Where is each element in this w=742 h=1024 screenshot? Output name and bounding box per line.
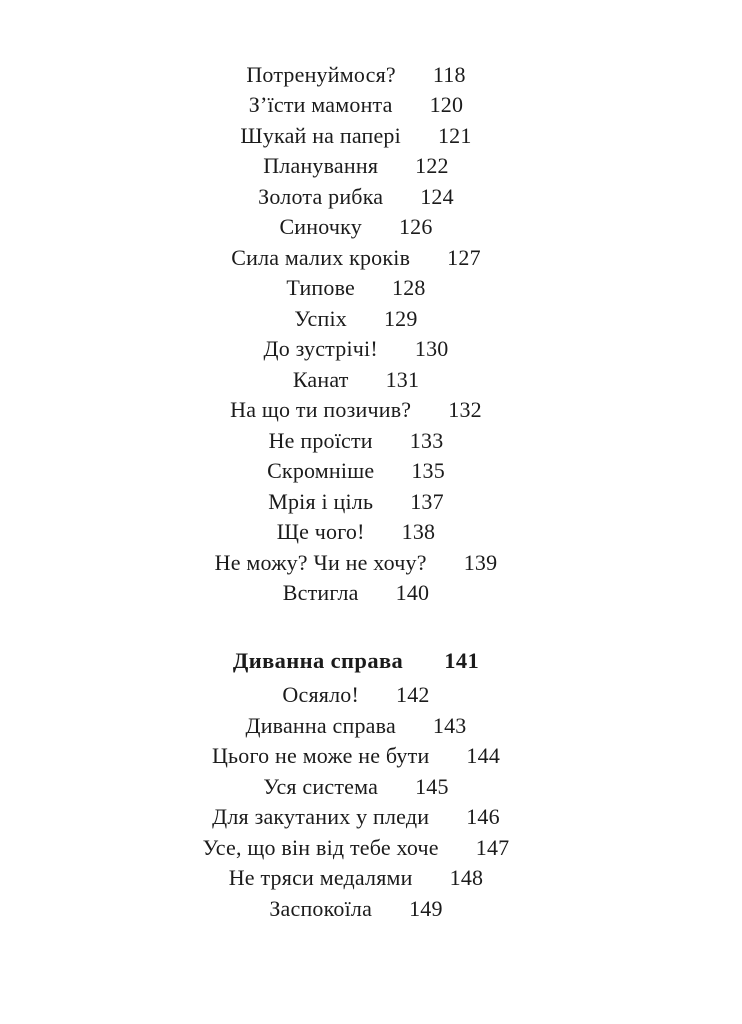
toc-entry	[0, 365, 712, 396]
entry-title: Встигла	[282, 580, 359, 606]
entry-title: Золота рибка	[258, 183, 384, 209]
toc-entry	[0, 680, 712, 711]
entry-title: Заспокоїла	[269, 895, 373, 921]
entry-page-number: 138	[401, 519, 436, 545]
toc-section-heading	[0, 646, 712, 677]
entry-page-number: 133	[409, 427, 444, 453]
entry-page-number: 130	[414, 336, 449, 362]
entry-title: Синочку	[279, 214, 362, 240]
entry-title: Усе, що він від тебе хоче	[202, 834, 439, 860]
toc-entry	[0, 90, 712, 121]
entry-page-number: 132	[448, 397, 482, 423]
entry-title: Шукай на папері	[240, 122, 401, 148]
entry-page-number: 137	[410, 488, 444, 514]
entry-page-number: 118	[432, 61, 466, 87]
entry-title: Для закутаних у пледи	[212, 804, 430, 830]
toc-entry	[0, 121, 712, 152]
entry-page-number: 143	[432, 712, 467, 738]
entry-title: Скромніше	[267, 458, 375, 484]
toc-entry	[0, 863, 712, 894]
entry-page-number: 120	[429, 92, 464, 118]
entry-title: Планування	[263, 153, 379, 179]
toc-entry	[0, 243, 712, 274]
toc-entry	[0, 548, 712, 579]
entry-title: Потренуймося?	[246, 61, 396, 87]
toc-entry	[0, 487, 712, 518]
entry-page-number: 131	[385, 366, 420, 392]
entry-title: Сила малих кроків	[231, 244, 411, 270]
entry-page-number: 121	[437, 122, 472, 148]
toc-entry	[0, 151, 712, 182]
entry-page-number: 146	[466, 804, 500, 830]
entry-page-number: 122	[415, 153, 449, 179]
toc-entry	[0, 894, 712, 925]
entry-page-number: 128	[392, 275, 426, 301]
entry-page-number: 142	[396, 682, 430, 708]
entry-page-number: 148	[449, 865, 484, 891]
entry-page-number: 129	[383, 305, 418, 331]
toc-entry	[0, 517, 712, 548]
toc-entry	[0, 304, 712, 335]
entry-title: Не можу? Чи не хочу?	[214, 549, 427, 575]
entry-page-number: 124	[420, 183, 454, 209]
entry-page-number: 135	[411, 458, 445, 484]
entry-page-number: 147	[475, 834, 510, 860]
entry-page-number: 140	[395, 580, 430, 606]
entry-page-number: 145	[415, 773, 449, 799]
entry-title: Мрія і ціль	[268, 488, 374, 514]
toc-entry	[0, 60, 712, 91]
toc-entry	[0, 772, 712, 803]
entry-title: Осяяло!	[282, 682, 359, 708]
entry-title: Типове	[286, 275, 356, 301]
entry-title: До зустрічі!	[263, 336, 378, 362]
entry-page-number: 149	[409, 895, 443, 921]
toc-entry	[0, 334, 712, 365]
entry-title: Не тряси медалями	[228, 865, 413, 891]
entry-title: З’їсти мамонта	[248, 92, 393, 118]
toc-entry	[0, 578, 712, 609]
entry-title: Ще чого!	[276, 519, 365, 545]
toc-entry	[0, 833, 712, 864]
toc-entry	[0, 711, 712, 742]
toc-entry	[0, 212, 712, 243]
toc-entry	[0, 182, 712, 213]
entry-title: Уся система	[263, 773, 379, 799]
entry-page-number: 144	[466, 743, 501, 769]
entry-title: Канат	[292, 366, 349, 392]
entry-page-number: 126	[398, 214, 433, 240]
entry-page-number: 139	[463, 549, 498, 575]
entry-title: Успіх	[294, 305, 347, 331]
entry-title: Не проїсти	[268, 427, 373, 453]
toc-entry	[0, 741, 712, 772]
entry-title: На що ти позичив?	[230, 397, 412, 423]
entry-page-number: 127	[447, 244, 481, 270]
entry-title: Диванна справа	[232, 647, 404, 673]
toc-entry	[0, 395, 712, 426]
toc-entry	[0, 802, 712, 833]
entry-page-number: 141	[444, 647, 480, 673]
entry-title: Цього не може не бути	[211, 743, 430, 769]
toc-entry	[0, 426, 712, 457]
toc-entry	[0, 456, 712, 487]
toc-entry	[0, 273, 712, 304]
entry-title: Диванна справа	[245, 712, 396, 738]
